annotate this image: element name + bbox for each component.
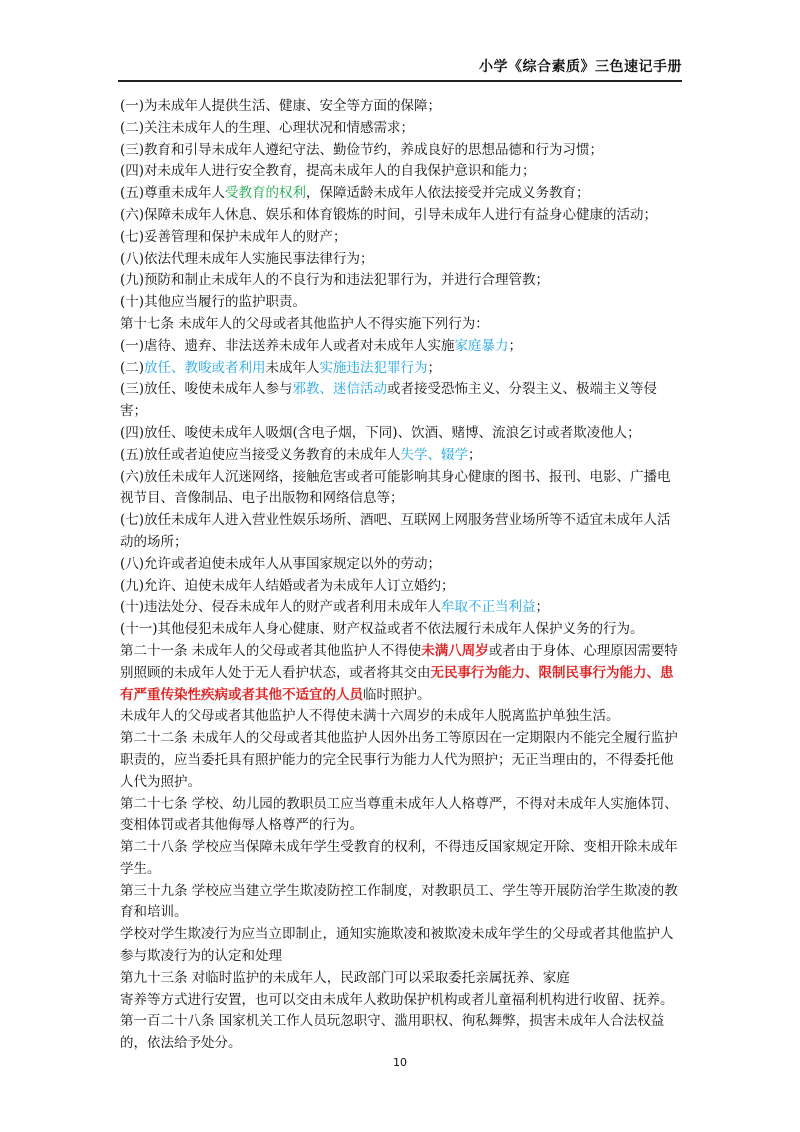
- text-run: (八)依法代理未成年人实施民事法律行为；: [120, 250, 374, 267]
- text-run: 学校对学生欺凌行为应当立即制止，通知实施欺凌和被欺凌未成年学生的父母或者其他监护人参与欺凌行为的认定和处理: [120, 926, 674, 965]
- text-line: [120, 270, 682, 292]
- text-line: [120, 96, 682, 118]
- text-run: 第三十九条 学校应当建立学生欺凌防控工作制度，对教职员工、学生等开展防治学生欺凌的教育和培训。: [120, 882, 678, 921]
- text-line: [120, 641, 682, 706]
- text-run: (一)虐待、遗弃、非法送养未成年人或者对未成年人实施: [120, 337, 455, 354]
- text-run: 第十七条 未成年人的父母或者其他监护人不得实施下列行为：: [120, 315, 489, 332]
- text-run: ；: [427, 359, 442, 376]
- text-line: [120, 990, 682, 1012]
- text-line: [120, 314, 682, 336]
- text-run: (六)放任未成年人沉迷网络，接触危害或者可能影响其身心健康的图书、报刊、电影、广播电视节目、音像制品、电子出版物和网络信息等；: [120, 468, 671, 507]
- text-line: [120, 423, 682, 445]
- text-line: [120, 183, 682, 205]
- text-line: [120, 205, 682, 227]
- text-line: [120, 554, 682, 576]
- text-line: [120, 379, 682, 423]
- highlighted-text: 实施违法犯罪行为: [319, 359, 428, 376]
- highlighted-text: 未满八周岁: [421, 642, 489, 659]
- text-line: [120, 837, 682, 881]
- text-line: [120, 510, 682, 554]
- text-run: (四)对未成年人进行安全教育，提高未成年人的自我保护意识和能力；: [120, 163, 536, 180]
- text-run: (九)预防和制止未成年人的不良行为和违法犯罪行为，并进行合理管教；: [120, 272, 550, 289]
- text-run: (七)放任未成年人进入营业性娱乐场所、酒吧、互联网上网服务营业场所等不适宜未成年人活动的场所；: [120, 512, 671, 550]
- text-line: [120, 597, 682, 619]
- text-line: [120, 161, 682, 183]
- text-run: (十一)其他侵犯未成年人身心健康、财产权益或者不依法履行未成年人保护义务的行为。: [120, 621, 644, 638]
- highlighted-text: 邪教、迷信活动: [292, 381, 388, 398]
- text-run: 未成年人: [265, 359, 320, 376]
- text-line: [120, 140, 682, 162]
- text-line: [120, 924, 682, 968]
- text-line: [120, 358, 682, 380]
- text-run: (十)违法处分、侵吞未成年人的财产或者利用未成年人: [120, 599, 442, 616]
- text-run: 或者由于身体、心理原因需要特别照顾的未成年人处于无人看护状态，或者将其交由: [120, 642, 678, 681]
- text-line: [120, 728, 682, 793]
- text-run: (八)允许或者迫使未成年人从事国家规定以外的劳动；: [120, 555, 442, 572]
- text-line: [120, 227, 682, 249]
- text-run: ；: [468, 446, 482, 463]
- document-body: [120, 96, 682, 1055]
- text-line: [120, 249, 682, 271]
- text-line: [120, 467, 682, 511]
- text-run: 第一百二十八条 国家机关工作人员玩忽职守、滥用职权、徇私舞弊，损害未成年人合法权益的，依法给予处分。: [120, 1013, 665, 1052]
- text-line: [120, 118, 682, 140]
- text-run: (四)放任、唆使未成年人吸烟(含电子烟，下同)、饮酒、赌博、流浪乞讨或者欺凌他人；: [120, 424, 641, 441]
- page-header: [118, 58, 682, 82]
- highlighted-text: 无民事行为能力、限制民事行为能力、患有严重传染性疾病或者其他不适宜的人员: [120, 664, 674, 703]
- text-line: [120, 445, 682, 467]
- text-run: (五)放任或者迫使应当接受义务教育的未成年人: [120, 446, 401, 463]
- text-line: [120, 576, 682, 598]
- text-run: (十)其他应当履行的监护职责。: [120, 294, 307, 311]
- text-line: [120, 292, 682, 314]
- text-run: (二): [120, 359, 145, 376]
- text-run: ；: [508, 337, 523, 354]
- text-run: 寄养等方式进行安置，也可以交由未成年人救助保护机构或者儿童福利机构进行收留、抚养。: [120, 991, 674, 1008]
- highlighted-text: 家庭暴力: [454, 337, 509, 354]
- text-run: (三)教育和引导未成年人遵纪守法、勤俭节约，养成良好的思想品德和行为习惯；: [120, 141, 604, 158]
- highlighted-text: 放任、教唆或者利用: [144, 359, 266, 376]
- highlighted-text: 失学、辍学: [400, 446, 469, 463]
- text-run: (六)保障未成年人休息、娱乐和体育锻炼的时间，引导未成年人进行有益身心健康的活动；: [120, 206, 658, 223]
- highlighted-text: 受教育的权利: [225, 185, 307, 202]
- text-run: 第二十二条 未成年人的父母或者其他监护人因外出务工等原因在一定期限内不能完全履行监护职责的，应当委托具有照护能力的完全民事行为能力人代为照护；无正当理由的，不得委托他人代为照护。: [120, 730, 678, 790]
- text-run: 第二十七条 学校、幼儿园的教职员工应当尊重未成年人人格尊严，不得对未成年人实施体罚、变相体罚或者其他侮辱人格尊严的行为。: [120, 795, 678, 834]
- text-run: ，保障适龄未成年人依法接受并完成义务教育；: [306, 185, 590, 202]
- text-line: [120, 336, 682, 358]
- highlighted-text: 牟取不正当利益: [441, 599, 536, 616]
- text-run: 第二十八条 学校应当保障未成年学生受教育的权利，不得违反国家规定开除、变相开除未成年学生。: [120, 839, 678, 877]
- text-line: [120, 706, 682, 728]
- text-line: [120, 619, 682, 641]
- text-run: 未成年人的父母或者其他监护人不得使未满十六周岁的未成年人脱离监护单独生活。: [120, 708, 620, 725]
- text-run: (三)放任、唆使未成年人参与: [120, 381, 293, 398]
- text-run: 或者接受恐怖主义、分裂主义、极端主义等侵害；: [120, 381, 658, 420]
- header-title: 小学《综合素质》三色速记手册: [479, 59, 682, 75]
- text-run: (二)关注未成年人的生理、心理状况和情感需求；: [120, 119, 415, 136]
- text-line: [120, 881, 682, 925]
- text-run: (五)尊重未成年人: [120, 185, 226, 202]
- text-run: 第九十三条 对临时监护的未成年人，民政部门可以采取委托亲属抚养、家庭: [120, 969, 570, 986]
- text-run: ；: [535, 599, 550, 616]
- text-line: [120, 968, 682, 990]
- text-run: 临时照护。: [363, 686, 431, 703]
- page-number: 10: [393, 1056, 407, 1069]
- text-run: (九)允许、迫使未成年人结婚或者为未成年人订立婚约；: [120, 577, 455, 594]
- text-line: [120, 794, 682, 838]
- text-run: (七)妥善管理和保护未成年人的财产；: [120, 228, 347, 245]
- text-line: [120, 1011, 682, 1055]
- text-run: (一)为未成年人提供生活、健康、安全等方面的保障；: [120, 98, 442, 114]
- text-run: 第二十一条 未成年人的父母或者其他监护人不得使: [120, 642, 422, 659]
